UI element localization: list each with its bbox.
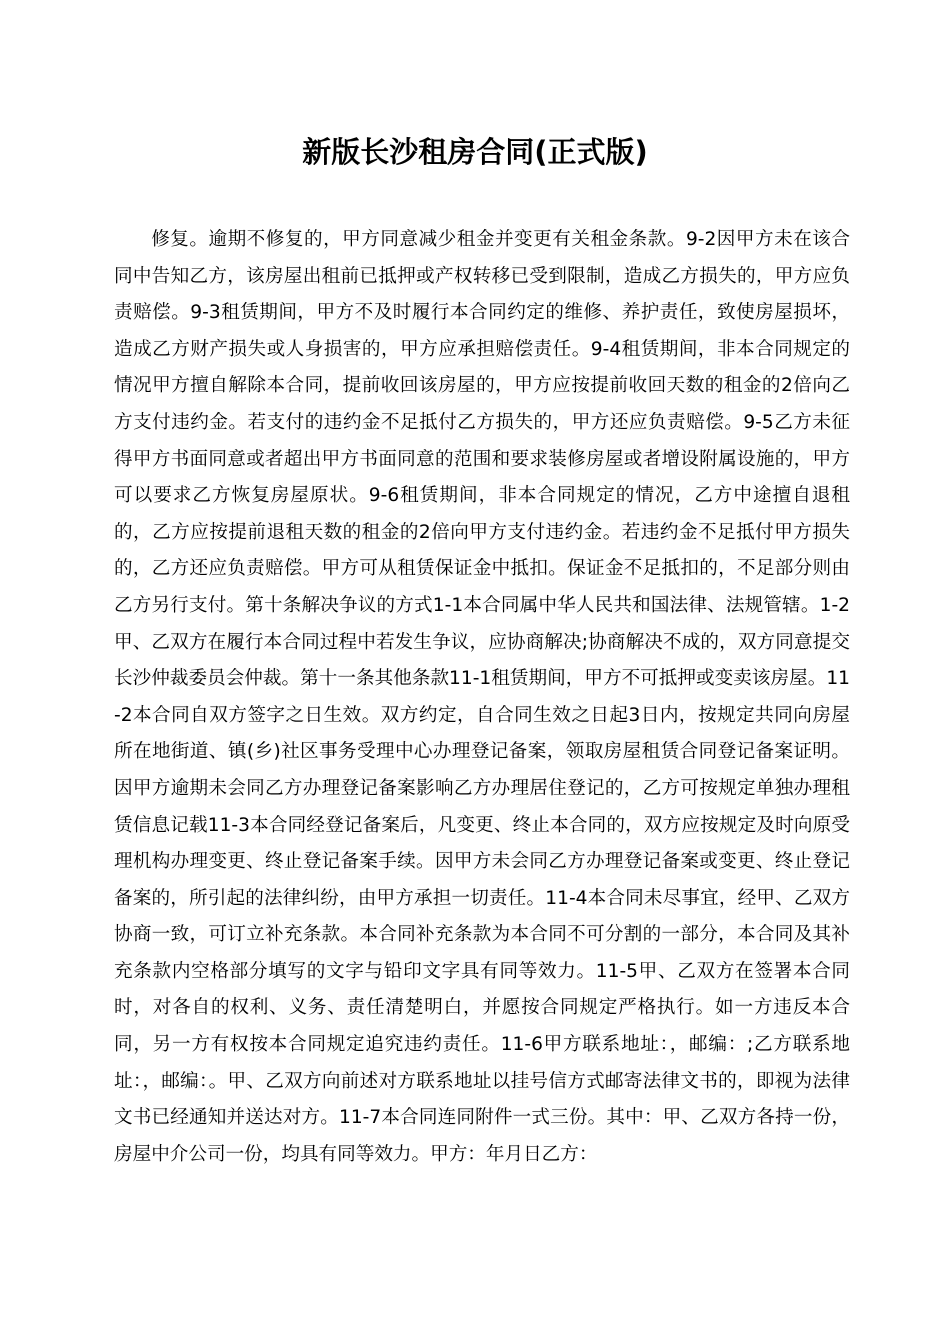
document-title: 新版长沙租房合同(正式版)	[302, 135, 648, 169]
document-body-paragraph: 修复。逾期不修复的，甲方同意减少租金并变更有关租金条款。9-2因甲方未在该合同中告知乙方，该房屋出租前已抵押或产权转移已受到限制，造成乙方损失的，甲方应负责赔偿。9-3租赁期间，甲方不及时履行本合同约定的维修、养护责任，致使房屋损坏，造成乙方财产损失或人身损害的，甲方应承担赔偿责任。9-4租赁期间，非本合同规定的情况甲方擅自解除本合同，提前收回该房屋的，甲方应按提前收回天数的租金的2倍向乙方支付违约金。若支付的违约金不足抵付乙方损失的，甲方还应负责赔偿。9-5乙方未征得甲方书面同意或者超出甲方书面同意的范围和要求装修房屋或者增设附属设施的，甲方可以要求乙方恢复房屋原状。9-6租赁期间，非本合同规定的情况，乙方中途擅自退租的，乙方应按提前退租天数的租金的2倍向甲方支付违约金。若违约金不足抵付甲方损失的，乙方还应负责赔偿。甲方可从租赁保证金中抵扣。保证金不足抵扣的，不足部分则由乙方另行支付。第十条解决争议的方式1-1本合同属中华人民共和国法律、法规管辖。1-2甲、乙双方在履行本合同过程中若发生争议，应协商解决;协商解决不成的，双方同意提交长沙仲裁委员会仲裁。第十一条其他条款11-1租赁期间，甲方不可抵押或变卖该房屋。11-2本合同自双方签字之日生效。双方约定，自合同生效之日起3日内，按规定共同向房屋所在地街道、镇(乡)社区事务受理中心办理登记备案，领取房屋租赁合同登记备案证明。因甲方逾期未会同乙方办理登记备案影响乙方办理居住登记的，乙方可按规定单独办理租赁信息记载11-3本合同经登记备案后，凡变更、终止本合同的，双方应按规定及时向原受理机构办理变更、终止登记备案手续。因甲方未会同乙方办理登记备案或变更、终止登记备案的，所引起的法律纠纷，由甲方承担一切责任。11-4本合同未尽事宜，经甲、乙双方协商一致，可订立补充条款。本合同补充条款为本合同不可分割的一部分，本合同及其补充条款内空格部分填写的文字与铅印文字具有同等效力。11-5甲、乙双方在签署本合同时，对各自的权利、义务、责任清楚明白，并愿按合同规定严格执行。如一方违反本合同，另一方有权按本合同规定追究违约责任。11-6甲方联系地址：，邮编：;乙方联系地址：，邮编：。甲、乙双方向前述对方联系地址以挂号信方式邮寄法律文书的，即视为法律文书已经通知并送达对方。11-7本合同连同附件一式三份。其中：甲、乙双方各持一份，房屋中介公司一份，均具有同等效力。甲方：年月日乙方：	[114, 229, 850, 1165]
